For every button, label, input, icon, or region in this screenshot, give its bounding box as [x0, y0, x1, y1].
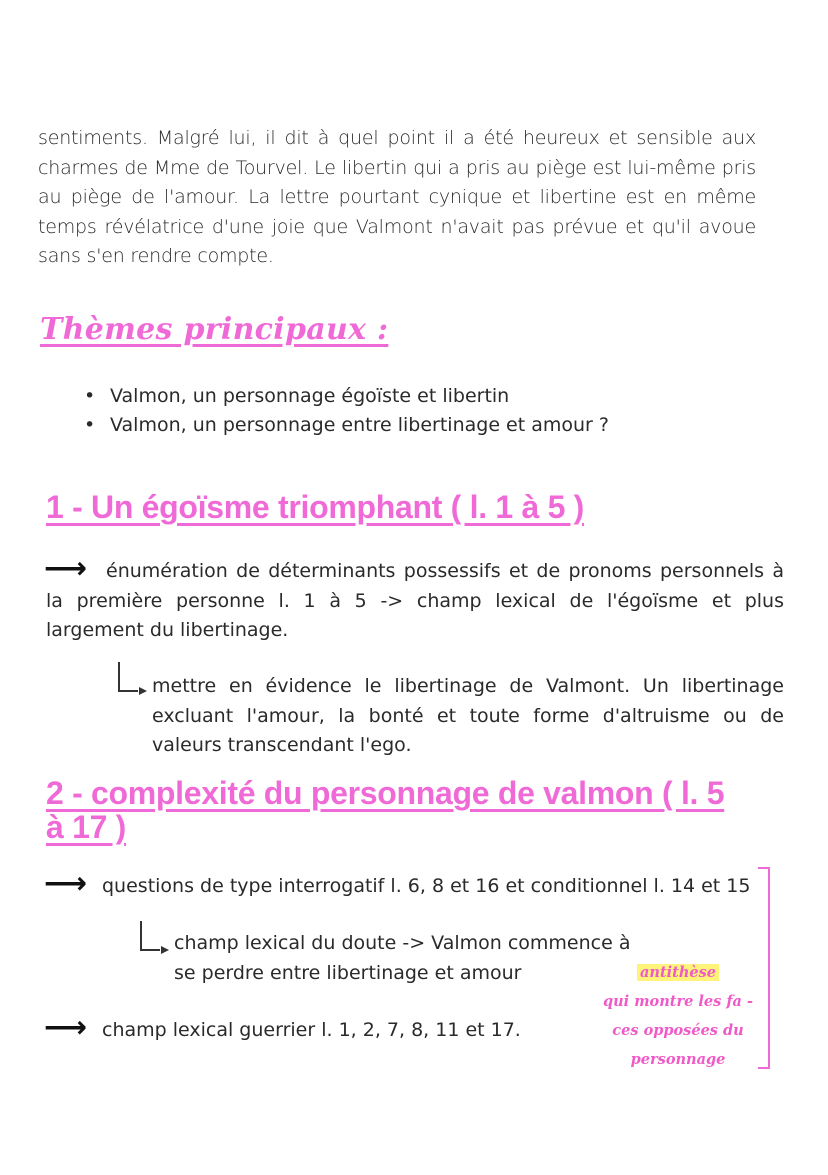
section1-heading: 1 - Un égoïsme triomphant ( l. 1 à 5 ): [46, 489, 585, 525]
sub-arrow-icon: [140, 921, 160, 951]
margin-note: [598, 958, 758, 1074]
section2-point2: champ lexical guerrier l. 1, 2, 7, 8, 11 et 17.: [102, 1019, 521, 1041]
margin-note-line: personnage: [630, 1051, 726, 1068]
themes-heading: Thèmes principaux :: [40, 312, 389, 347]
arrow-icon: ⟶: [44, 551, 88, 586]
margin-note-line: ces opposées du: [612, 1022, 744, 1039]
margin-note-line: qui montre les fa -: [602, 993, 754, 1010]
sub-arrow-icon: [118, 662, 138, 692]
themes-list: [84, 382, 609, 440]
section2-heading-line1: 2 - complexité du personnage de valmon ( l. 5: [46, 775, 725, 811]
arrow-icon: ⟶: [44, 1010, 88, 1045]
intro-paragraph: sentiments. Malgré lui, il dit à quel point il a été heureux et sensible aux charmes de Mme de Tourvel. Le libertin qui a pris au piège est lui-même pris au piège de l'amour. La lettre pourtant cynique et libertine est en même temps révélatrice d'une joie que Valmont n'avait pas prévue et qu'il avoue sans s'en rendre compte.: [38, 127, 756, 267]
margin-note-label: antithèse: [598, 958, 758, 987]
arrow-icon: ⟶: [44, 866, 88, 901]
section2-heading: [46, 776, 766, 844]
section1-point: énumération de déterminants possessifs et de pronoms personnels à la première personne l. 1 à 5 -> champ lexical de l'égoïsme et plus largement du libertinage.: [46, 560, 784, 641]
theme-item: • Valmon, un personnage entre libertinage et amour ?: [84, 411, 609, 440]
section1-sub: mettre en évidence le libertinage de Valmont. Un libertinage excluant l'amour, la bonté et toute forme d'altruisme ou de valeurs transcendant l'ego.: [152, 675, 784, 756]
section2-point1: questions de type interrogatif l. 6, 8 et 16 et conditionnel l. 14 et 15: [102, 875, 751, 897]
margin-bracket: [758, 867, 770, 1069]
section2-heading-line2: à 17 ): [46, 809, 127, 845]
theme-item: • Valmon, un personnage égoïste et libertin: [84, 382, 609, 411]
section2-sub1: champ lexical du doute -> Valmon commence à se perdre entre libertinage et amour: [174, 932, 631, 984]
